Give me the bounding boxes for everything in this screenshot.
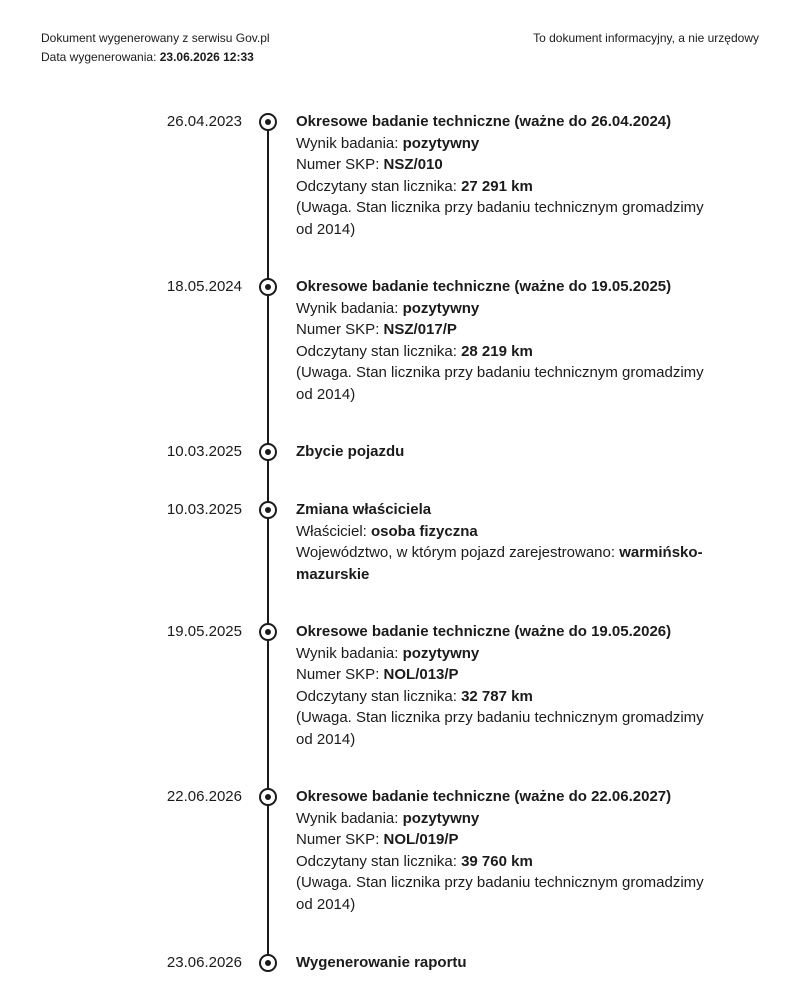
result-value: pozytywny bbox=[402, 644, 480, 662]
owner-value: osoba fizyczna bbox=[371, 522, 478, 540]
skp-value: NOL/019/P bbox=[383, 831, 459, 848]
region-label: Województwo, w którym pojazd zarejestrowano: bbox=[296, 544, 620, 561]
region-value: warmińsko-mazurskie bbox=[296, 544, 703, 583]
event-details bbox=[296, 786, 716, 915]
odometer-line bbox=[296, 686, 716, 708]
informational-notice: To dokument informacyjny, a nie urzędowy bbox=[533, 31, 759, 45]
timeline-dot-icon bbox=[259, 954, 277, 972]
skp-label: Numer SKP: bbox=[296, 321, 384, 338]
event-title: Okresowe badanie techniczne (ważne do 22.06.2027) bbox=[296, 788, 672, 805]
odometer-value: 28 219 km bbox=[461, 342, 533, 360]
result-label: Wynik badania: bbox=[296, 299, 403, 317]
result-label: Wynik badania: bbox=[296, 809, 403, 827]
result-label: Wynik badania: bbox=[296, 644, 403, 662]
generated-label: Data wygenerowania: bbox=[41, 50, 160, 64]
owner-line bbox=[296, 521, 716, 543]
source-text: Dokument wygenerowany z serwisu Gov.pl bbox=[41, 31, 270, 45]
event-date: 19.05.2025 bbox=[166, 623, 242, 640]
skp-line bbox=[296, 829, 716, 851]
event-details bbox=[296, 952, 716, 974]
event-date: 18.05.2024 bbox=[166, 278, 242, 295]
result-line bbox=[296, 298, 716, 320]
timeline-line bbox=[267, 121, 269, 966]
timeline-dot-icon bbox=[259, 278, 277, 296]
event-title: Okresowe badanie techniczne (ważne do 26.04.2024) bbox=[296, 113, 672, 130]
event-date: 10.03.2025 bbox=[166, 501, 242, 518]
event-details bbox=[296, 621, 716, 750]
skp-label: Numer SKP: bbox=[296, 666, 384, 683]
timeline-dot-icon bbox=[259, 443, 277, 461]
event-details bbox=[296, 276, 716, 405]
skp-value: NSZ/010 bbox=[383, 156, 443, 173]
odometer-note: (Uwaga. Stan licznika przy badaniu technicznym gromadzimy od 2014) bbox=[296, 199, 704, 238]
event-date: 23.06.2026 bbox=[166, 954, 242, 971]
skp-line bbox=[296, 319, 716, 341]
event-title: Wygenerowanie raportu bbox=[296, 954, 467, 971]
result-label: Wynik badania: bbox=[296, 134, 403, 152]
event-date: 22.06.2026 bbox=[166, 788, 242, 805]
odometer-value: 39 760 km bbox=[461, 852, 533, 870]
odometer-note: (Uwaga. Stan licznika przy badaniu technicznym gromadzimy od 2014) bbox=[296, 364, 704, 403]
skp-line bbox=[296, 154, 716, 176]
event-date: 26.04.2023 bbox=[166, 113, 242, 130]
result-value: pozytywny bbox=[402, 134, 480, 152]
event-title: Okresowe badanie techniczne (ważne do 19.05.2025) bbox=[296, 278, 672, 295]
result-value: pozytywny bbox=[402, 299, 480, 317]
timeline-dot-icon bbox=[259, 501, 277, 519]
odometer-label: Odczytany stan licznika: bbox=[296, 342, 462, 360]
result-line bbox=[296, 643, 716, 665]
skp-label: Numer SKP: bbox=[296, 831, 384, 848]
skp-line bbox=[296, 664, 716, 686]
skp-value: NOL/013/P bbox=[383, 666, 459, 683]
region-line bbox=[296, 542, 716, 585]
result-line bbox=[296, 808, 716, 830]
owner-label: Właściciel: bbox=[296, 522, 372, 540]
result-line bbox=[296, 133, 716, 155]
skp-value: NSZ/017/P bbox=[383, 321, 457, 338]
odometer-label: Odczytany stan licznika: bbox=[296, 177, 462, 195]
result-value: pozytywny bbox=[402, 809, 480, 827]
odometer-value: 32 787 km bbox=[461, 687, 533, 705]
skp-label: Numer SKP: bbox=[296, 156, 384, 173]
event-title: Zbycie pojazdu bbox=[296, 443, 405, 460]
event-details bbox=[296, 441, 716, 463]
odometer-label: Odczytany stan licznika: bbox=[296, 687, 462, 705]
odometer-line bbox=[296, 176, 716, 198]
event-title: Okresowe badanie techniczne (ważne do 19.05.2026) bbox=[296, 623, 672, 640]
generated-date-line bbox=[41, 48, 270, 67]
event-date: 10.03.2025 bbox=[166, 443, 242, 460]
timeline-dot-icon bbox=[259, 623, 277, 641]
odometer-note: (Uwaga. Stan licznika przy badaniu technicznym gromadzimy od 2014) bbox=[296, 709, 704, 748]
odometer-note: (Uwaga. Stan licznika przy badaniu technicznym gromadzimy od 2014) bbox=[296, 874, 704, 913]
odometer-value: 27 291 km bbox=[461, 177, 533, 195]
odometer-label: Odczytany stan licznika: bbox=[296, 852, 462, 870]
event-details bbox=[296, 111, 716, 240]
timeline-dot-icon bbox=[259, 113, 277, 131]
generated-value: 23.06.2026 12:33 bbox=[159, 50, 254, 64]
timeline-dot-icon bbox=[259, 788, 277, 806]
odometer-line bbox=[296, 851, 716, 873]
event-title: Zmiana właściciela bbox=[296, 501, 432, 518]
document-header bbox=[41, 29, 270, 67]
odometer-line bbox=[296, 341, 716, 363]
event-details bbox=[296, 499, 716, 585]
